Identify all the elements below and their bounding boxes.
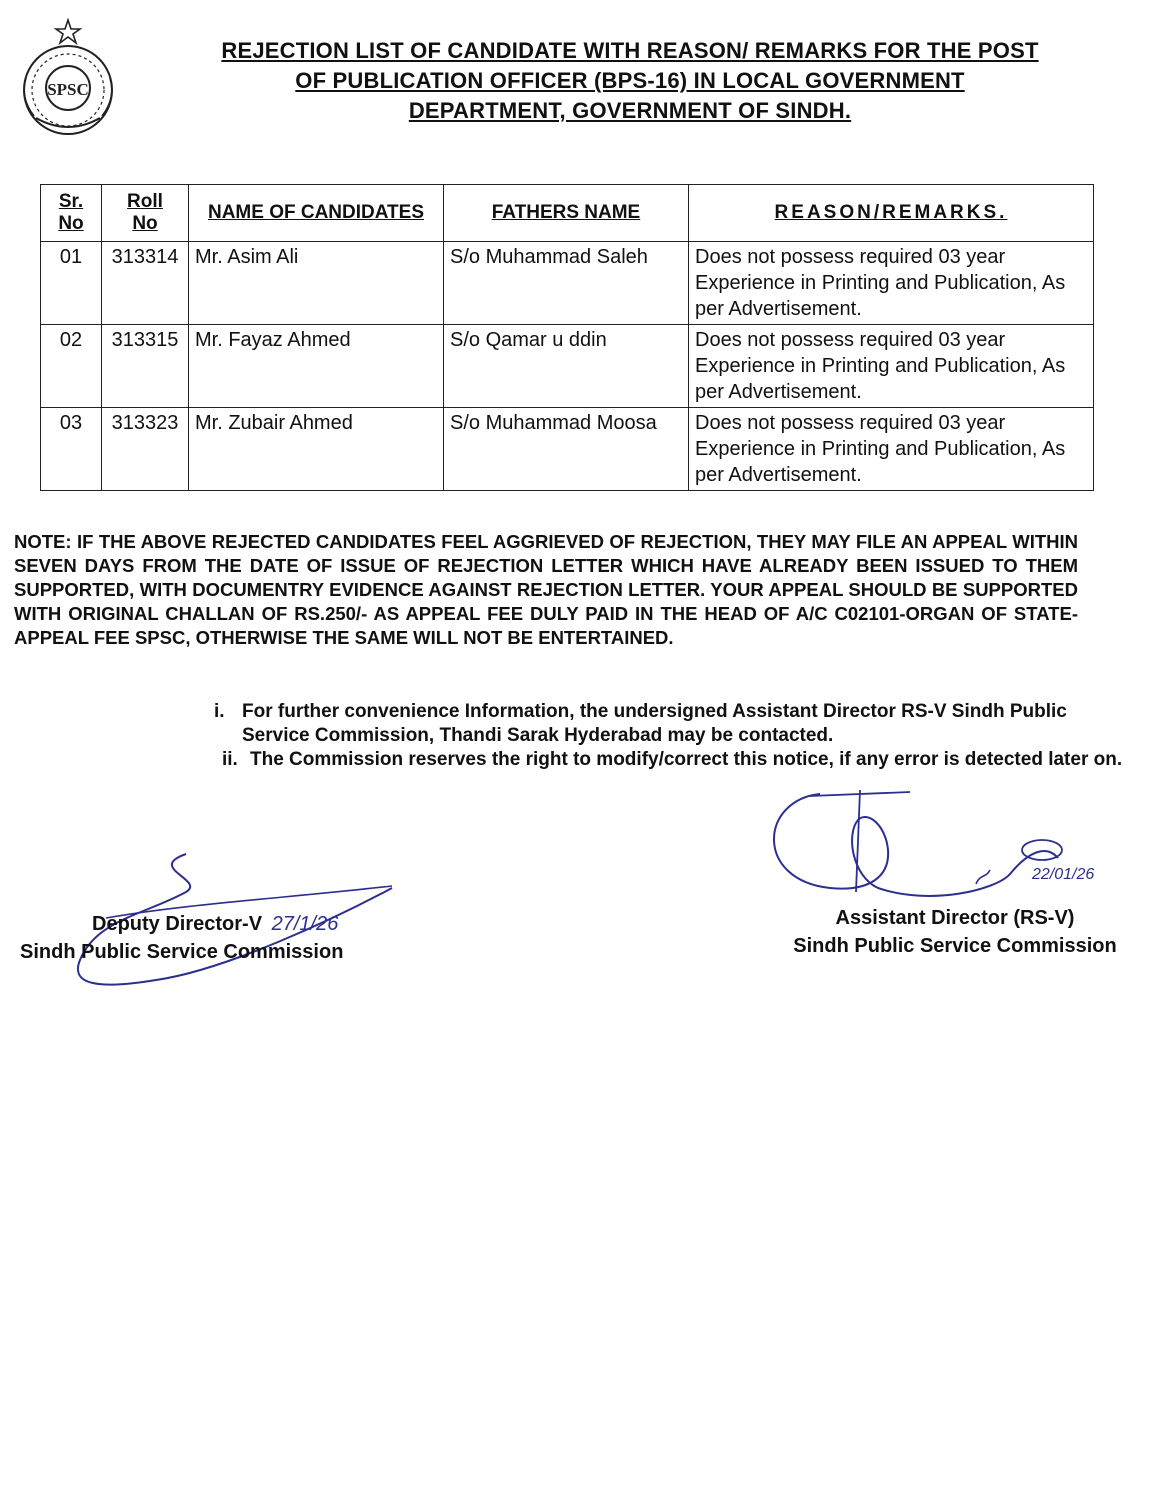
left-signature-title	[20, 910, 420, 938]
right-signature-title: Assistant Director (RS-V)	[835, 907, 1075, 929]
cell-father: S/o Qamar u ddin	[444, 325, 689, 408]
col-header-roll-line1: Roll	[127, 191, 163, 212]
logo-text: SPSC	[47, 80, 89, 99]
col-header-name: NAME OF CANDIDATES	[189, 185, 444, 242]
left-signature-org: Sindh Public Service Commission	[20, 941, 344, 963]
title-line-2: OF PUBLICATION OFFICER (BPS-16) IN LOCAL GOVERNMENT	[295, 68, 965, 93]
point-number: i.	[214, 701, 225, 722]
cell-reason: Does not possess required 03 year Experience in Printing and Publication, As per Advertisement.	[689, 408, 1094, 491]
cell-father: S/o Muhammad Moosa	[444, 408, 689, 491]
cell-father: S/o Muhammad Saleh	[444, 242, 689, 325]
cell-reason: Does not possess required 03 year Experience in Printing and Publication, As per Advertisement.	[689, 242, 1094, 325]
col-header-reason: REASON/REMARKS.	[689, 185, 1094, 242]
right-signature-date: 22/01/26	[1032, 866, 1095, 883]
col-header-roll	[102, 185, 189, 242]
point-text: For further convenience Information, the undersigned Assistant Director RS-V Sindh Public Service Commission, Thandi Sarak Hyderabad may be contacted.	[242, 701, 1067, 746]
list-item	[222, 748, 1134, 772]
point-number: ii.	[222, 749, 238, 770]
rejection-table	[40, 184, 1094, 491]
title-line-1: REJECTION LIST OF CANDIDATE WITH REASON/ REMARKS FOR THE POST	[221, 38, 1039, 63]
cell-roll: 313315	[102, 325, 189, 408]
title-line-3: DEPARTMENT, GOVERNMENT OF SINDH.	[408, 98, 852, 123]
left-signature-block	[20, 910, 420, 966]
spsc-logo	[6, 18, 130, 136]
table-row	[41, 325, 1094, 408]
points-list	[214, 700, 1134, 772]
cell-sr: 02	[41, 325, 102, 408]
document-title	[150, 36, 1110, 126]
col-header-roll-line2: No	[132, 213, 158, 234]
appeal-note: NOTE: IF THE ABOVE REJECTED CANDIDATES FEEL AGGRIEVED OF REJECTION, THEY MAY FILE AN APPEAL WITHIN SEVEN DAYS FROM THE DATE OF ISSUE OF REJECTION LETTER WHICH HAVE ALREADY BEEN ISSUED TO THEM SUPPORTED, WITH DOCUMENTRY EVIDENCE AGAINST REJECTION LETTER. YOUR APPEAL SHOULD BE SUPPORTED WITH ORIGINAL CHALLAN OF RS.250/- AS APPEAL FEE DULY PAID IN THE HEAD OF A/C C02101-ORGAN OF STATE-APPEAL FEE SPSC, OTHERWISE THE SAME WILL NOT BE ENTERTAINED.	[14, 531, 1078, 648]
cell-sr: 01	[41, 242, 102, 325]
cell-name: Mr. Zubair Ahmed	[189, 408, 444, 491]
right-signature-org: Sindh Public Service Commission	[793, 935, 1117, 957]
cell-roll: 313323	[102, 408, 189, 491]
cell-reason: Does not possess required 03 year Experience in Printing and Publication, As per Advertisement.	[689, 325, 1094, 408]
col-header-father: FATHERS NAME	[444, 185, 689, 242]
right-signature-icon	[760, 780, 1140, 920]
table-row	[41, 242, 1094, 325]
left-signature-date: 27/1/26	[271, 913, 339, 935]
star-icon	[56, 20, 80, 43]
left-title-text: Deputy Director-V	[92, 913, 263, 935]
point-text: The Commission reserves the right to modify/correct this notice, if any error is detected later on.	[250, 749, 1123, 770]
col-header-sr-line2: No	[58, 213, 84, 234]
cell-name: Mr. Asim Ali	[189, 242, 444, 325]
cell-name: Mr. Fayaz Ahmed	[189, 325, 444, 408]
col-header-sr-line1: Sr.	[58, 191, 84, 212]
cell-roll: 313314	[102, 242, 189, 325]
list-item	[214, 700, 1134, 748]
table-row	[41, 408, 1094, 491]
right-signature-block	[770, 904, 1140, 960]
table-header-row	[41, 185, 1094, 242]
cell-sr: 03	[41, 408, 102, 491]
col-header-sr	[41, 185, 102, 242]
